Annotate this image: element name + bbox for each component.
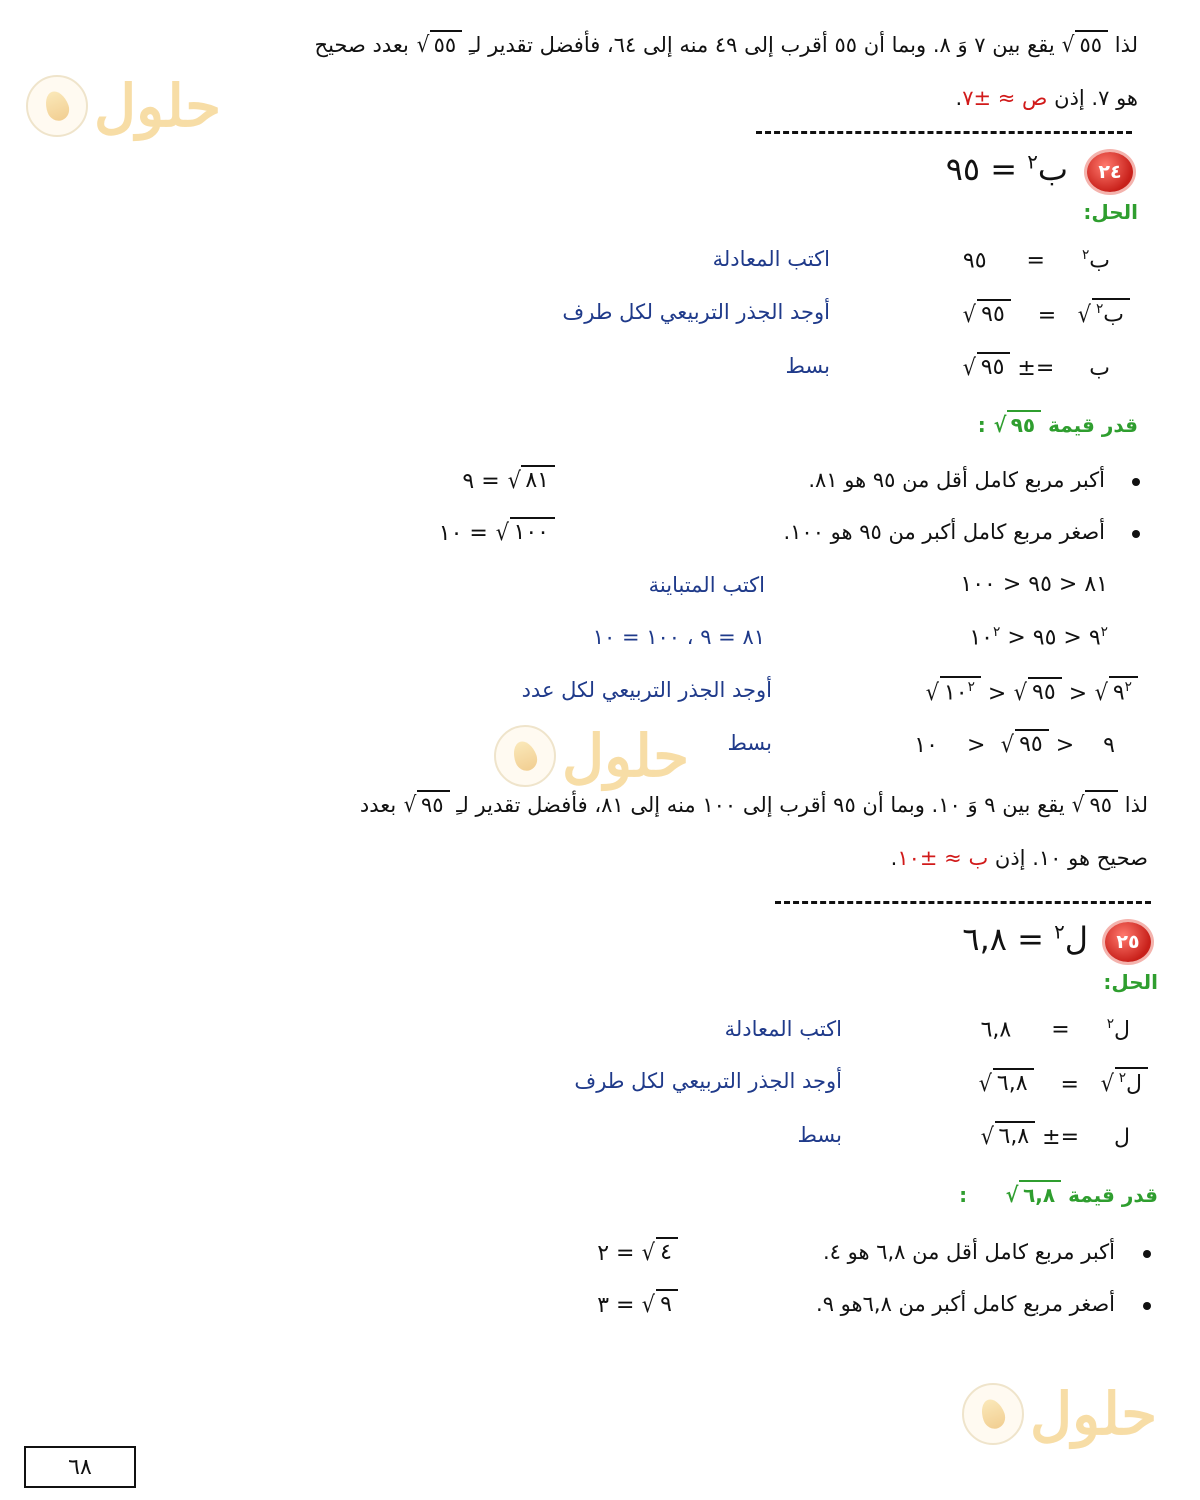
bullet-text: أكبر مربع كامل أقل من ٩٥ هو ٨١. [808, 468, 1105, 492]
separator [775, 901, 1151, 904]
conclusion-line-1: لذا √ ٩٥ يقع بين ٩ وَ ١٠. وبما أن ٩٥ أقرب إلى ١٠٠ منه إلى ٨١، فأفضل تقدير لـِ √ ٩٥ بعدد [360, 790, 1148, 817]
estimate-label: قدر قيمة √ ٩٥ : [978, 410, 1138, 437]
text-segment: بعدد صحيح [314, 33, 409, 58]
bullet-math: √ ١٠٠ = ١٠ [439, 517, 555, 546]
problem-number-badge: ٢٤ [1087, 152, 1133, 192]
bullet-point [1143, 1302, 1151, 1310]
logo-circle-icon [494, 725, 556, 787]
logo-text: حلول [94, 72, 222, 140]
top-line-2 [956, 86, 1138, 110]
estimate-label: قدر قيمة √ ٦,٨ : [959, 1180, 1158, 1207]
radical: √ ٥٥ [416, 30, 463, 57]
watermark-logo [26, 72, 221, 140]
step-math: ب =± √ ٩٥ [962, 352, 1110, 381]
bullet-point [1143, 1250, 1151, 1258]
bullet-point [1132, 530, 1140, 538]
bullet-math: √ ٩ = ٣ [597, 1289, 678, 1318]
bullet-math: √ ٨١ = ٩ [462, 465, 555, 494]
conclusion-line-2: صحيح هو ١٠. إذن ب ≈ ±١٠. [890, 846, 1148, 870]
watermark-logo [962, 1380, 1157, 1448]
step-note: اكتب المتباينة [648, 573, 765, 597]
answer-text: ص ≈ ±٧ [962, 86, 1048, 110]
step-note: بسط [785, 354, 830, 378]
watermark-logo [494, 722, 689, 790]
separator [756, 131, 1132, 134]
step-math: ل =± √ ٦,٨ [980, 1121, 1130, 1150]
bullet-point [1132, 478, 1140, 486]
step-note: بسط [727, 731, 772, 755]
text-segment: . [955, 86, 963, 110]
step-note: بسط [797, 1123, 842, 1147]
variable: ب [1037, 150, 1068, 188]
variable: ل [1064, 920, 1088, 958]
inequality-math: $٩^٢$ < ٩٥ < $١٠^٢$ [969, 624, 1108, 651]
top-line-1 [315, 30, 1138, 57]
step-note: ٨١ = ٩ ، ١٠٠ = ١٠ [592, 625, 765, 649]
step-note: اكتب المعادلة [712, 247, 830, 271]
step-math: ب$^٢$ =٩٥ [962, 247, 1110, 274]
step-note: أوجد الجذر التربيعي لكل طرف [574, 1069, 842, 1093]
exponent: ٢ [1054, 920, 1065, 944]
exponent: ٢ [1027, 150, 1038, 174]
text-segment: هو ٧. إذن [1054, 86, 1138, 110]
inequality-math: ٩ < √ ٩٥ < ١٠ [914, 729, 1115, 758]
problem-equation [946, 150, 1068, 188]
inequality-math: √ $٩^٢$ < √ ٩٥ < √ $١٠^٢$ [925, 676, 1138, 706]
step-math: √ ل$^٢$ = √ ٦,٨ [978, 1067, 1148, 1097]
step-math: ل$^٢$ =٦,٨ [980, 1016, 1130, 1043]
bullet-math: √ ٤ = ٢ [597, 1237, 678, 1266]
bullet-text: أصغر مربع كامل أكبر من ٦,٨هو ٩. [816, 1292, 1115, 1316]
page-number: ٦٨ [24, 1446, 136, 1488]
solution-label: الحل: [1083, 200, 1138, 224]
step-note: أوجد الجذر التربيعي لكل طرف [562, 300, 830, 324]
logo-circle-icon [962, 1383, 1024, 1445]
equation-rest: = ٩٥ [945, 150, 1018, 188]
step-note: اكتب المعادلة [724, 1017, 842, 1041]
radical: √ ٥٥ [1061, 30, 1108, 57]
solution-label: الحل: [1103, 970, 1158, 994]
logo-text: حلول [1030, 1380, 1158, 1448]
text-segment: يقع بين ٧ وَ ٨. وبما أن ٥٥ أقرب إلى ٤٩ منه إلى ٦٤، فأفضل تقدير لـِ [468, 33, 1055, 58]
equation-rest: = ٦,٨ [962, 920, 1044, 958]
bullet-text: أصغر مربع كامل أكبر من ٩٥ هو ١٠٠. [783, 520, 1105, 544]
logo-text: حلول [562, 722, 690, 790]
logo-circle-icon [26, 75, 88, 137]
text-segment: لذا [1114, 33, 1138, 58]
answer-text: ب ≈ ±١٠ [897, 846, 989, 870]
step-math: √ ب$^٢$ = √ ٩٥ [962, 298, 1130, 328]
problem-number-badge: ٢٥ [1105, 922, 1151, 962]
inequality-math: ٨١ < ٩٥ < ١٠٠ [960, 572, 1108, 597]
bullet-text: أكبر مربع كامل أقل من ٦,٨ هو ٤. [822, 1240, 1115, 1264]
step-note: أوجد الجذر التربيعي لكل عدد [521, 678, 772, 702]
problem-equation [962, 920, 1088, 958]
